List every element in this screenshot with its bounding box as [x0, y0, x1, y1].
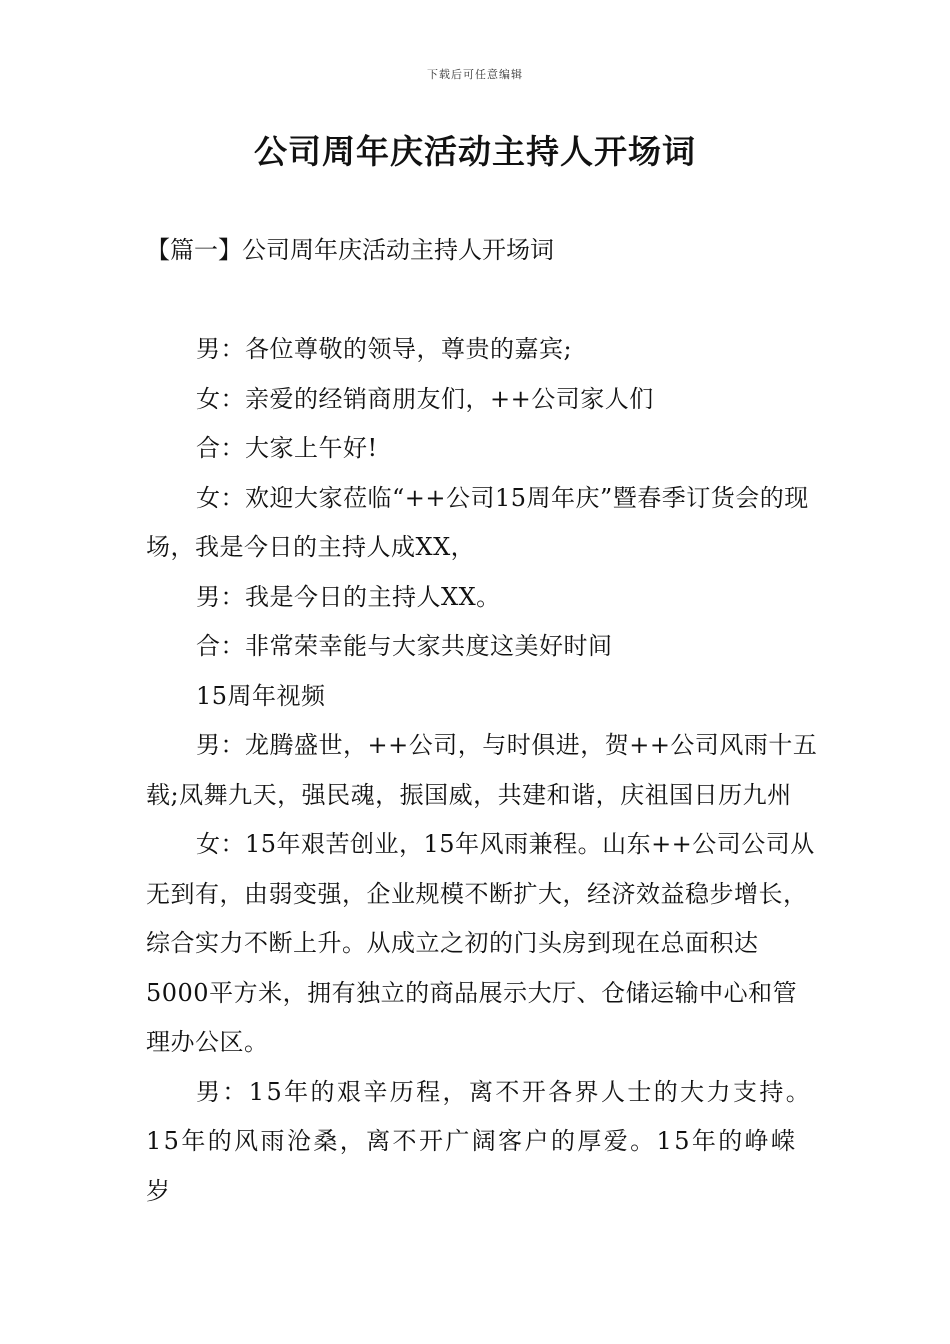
section-heading: 【篇一】公司周年庆活动主持人开场词	[146, 236, 554, 264]
paragraph: 女：15年艰苦创业，15年风雨兼程。山东++公司公司从无到有，由弱变强，企业规模不断扩大，经济效益稳步增长，综合实力不断上升。从成立之初的门头房到现在总面积达5000平方米，拥有独立的商品展示大厅、仓储运输中心和管理办公区。	[146, 830, 815, 1056]
paragraph: 男：龙腾盛世，++公司，与时俱进，贺++公司风雨十五载;凤舞九天，强民魂，振国威，共建和谐，庆祖国日历九州	[146, 731, 818, 809]
paragraph: 合：大家上午好!	[196, 434, 378, 462]
document-body	[146, 325, 818, 1216]
paragraph: 合：非常荣幸能与大家共度这美好时间	[196, 632, 613, 660]
paragraph: 男：我是今日的主持人XX。	[196, 582, 501, 611]
header-note: 下载后可任意编辑	[427, 68, 523, 81]
paragraph: 男：各位尊敬的领导，尊贵的嘉宾;	[196, 335, 573, 363]
paragraph: 15周年视频	[196, 681, 326, 710]
document-title: 公司周年庆活动主持人开场词	[254, 132, 696, 171]
paragraph: 男：15年的艰辛历程，离不开各界人士的大力支持。15年的风雨沧桑，离不开广阔客户的厚爱。15年的峥嵘岁	[146, 1077, 813, 1205]
paragraph: 女：欢迎大家莅临“++公司15周年庆”暨春季订货会的现场，我是今日的主持人成XX，	[146, 483, 809, 561]
paragraph: 女：亲爱的经销商朋友们，++公司家人们	[196, 384, 654, 413]
